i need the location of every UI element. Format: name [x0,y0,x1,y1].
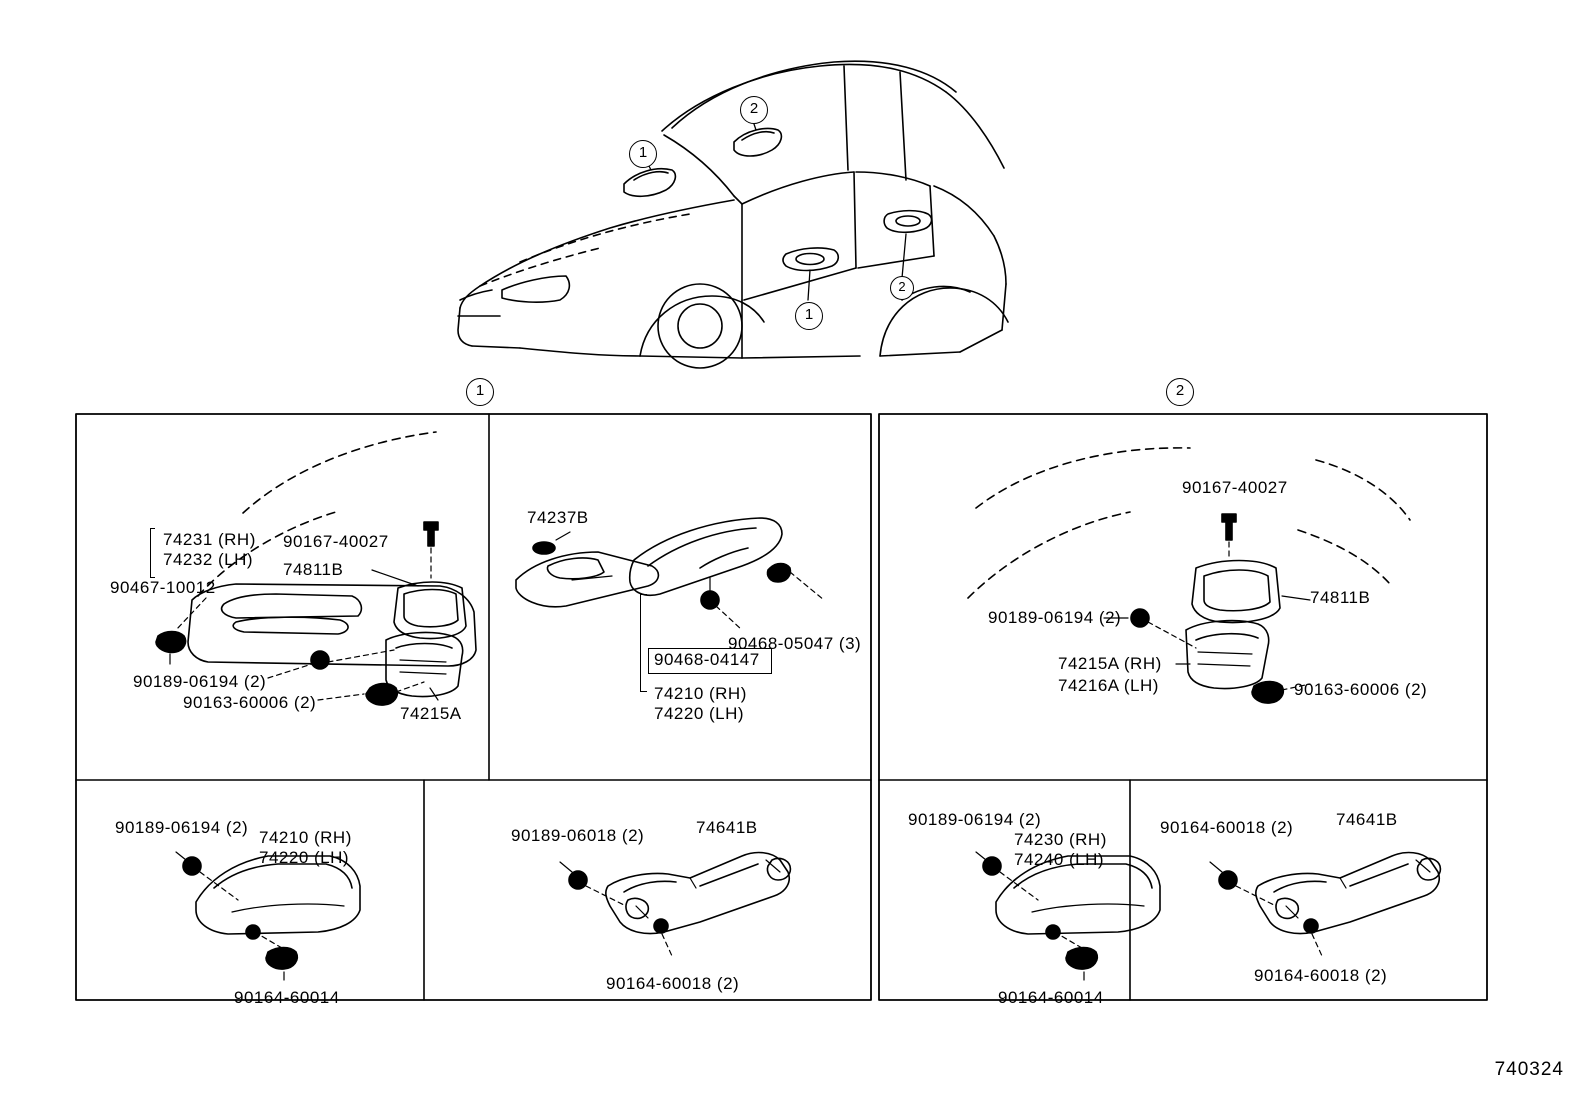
label-90164-60018-rear-frame-top: 90164-60018 (2) [1160,818,1294,837]
label-74240-lh: 74240 (LH) [1014,850,1105,869]
label-74210-rh-cellc: 74210 (RH) [259,828,352,847]
label-90189-06194-front-handle: 90189-06194 (2) [115,818,249,837]
label-74232-lh: 74232 (LH) [163,550,254,569]
label-74216A-lh: 74216A (LH) [1058,676,1159,695]
label-90164-60014-rear: 90164-60014 [998,988,1104,1007]
label-90468-05047: 90468-05047 (3) [728,634,862,653]
label-74237B: 74237B [527,508,589,527]
label-74220-lh-cellc: 74220 (LH) [259,848,350,867]
label-90189-06018-front-frame: 90189-06018 (2) [511,826,645,845]
label-90167-40027-front: 90167-40027 [283,532,389,551]
label-90189-06194-front-trim: 90189-06194 (2) [133,672,267,691]
label-90189-06194-rear-trim: 90189-06194 (2) [988,608,1122,627]
label-74215A-rh: 74215A (RH) [1058,654,1162,673]
diagram-number: 740324 [1494,1059,1564,1080]
panel-1-callout: 1 [466,378,494,406]
label-74641B-rear: 74641B [1336,810,1398,829]
label-74210-rh-cellb: 74210 (RH) [654,684,747,703]
vehicle-callout-2-rear-door: 2 [890,276,914,300]
label-74220-lh-cellb: 74220 (LH) [654,704,745,723]
label-90163-60006-rear-trim: 90163-60006 (2) [1294,680,1428,699]
panel-2-callout: 2 [1166,378,1194,406]
label-90167-40027-rear: 90167-40027 [1182,478,1288,497]
label-90164-60018-rear-frame-bottom: 90164-60018 (2) [1254,966,1388,985]
bracket-74210-74220-cellb [640,594,647,692]
bracket-74231-74232 [150,528,155,578]
label-90189-06194-rear-handle: 90189-06194 (2) [908,810,1042,829]
label-74811B-rear: 74811B [1310,588,1371,607]
label-90164-60018-front-frame: 90164-60018 (2) [606,974,740,993]
label-90163-60006-front-trim: 90163-60006 (2) [183,693,317,712]
label-74811B-front: 74811B [283,560,344,579]
vehicle-callout-2-rear-grip: 2 [740,96,768,124]
vehicle-callout-1-front-grip: 1 [629,140,657,168]
label-74231-rh: 74231 (RH) [163,530,256,549]
vehicle-callout-1-front-door: 1 [795,302,823,330]
label-74230-rh: 74230 (RH) [1014,830,1107,849]
label-74215A-front: 74215A [400,704,462,723]
label-90467-10012: 90467-10012 [110,578,216,597]
label-90164-60014-front: 90164-60014 [234,988,340,1007]
label-74641B-front: 74641B [696,818,758,837]
label-90468-04147: 90468-04147 [654,650,760,669]
